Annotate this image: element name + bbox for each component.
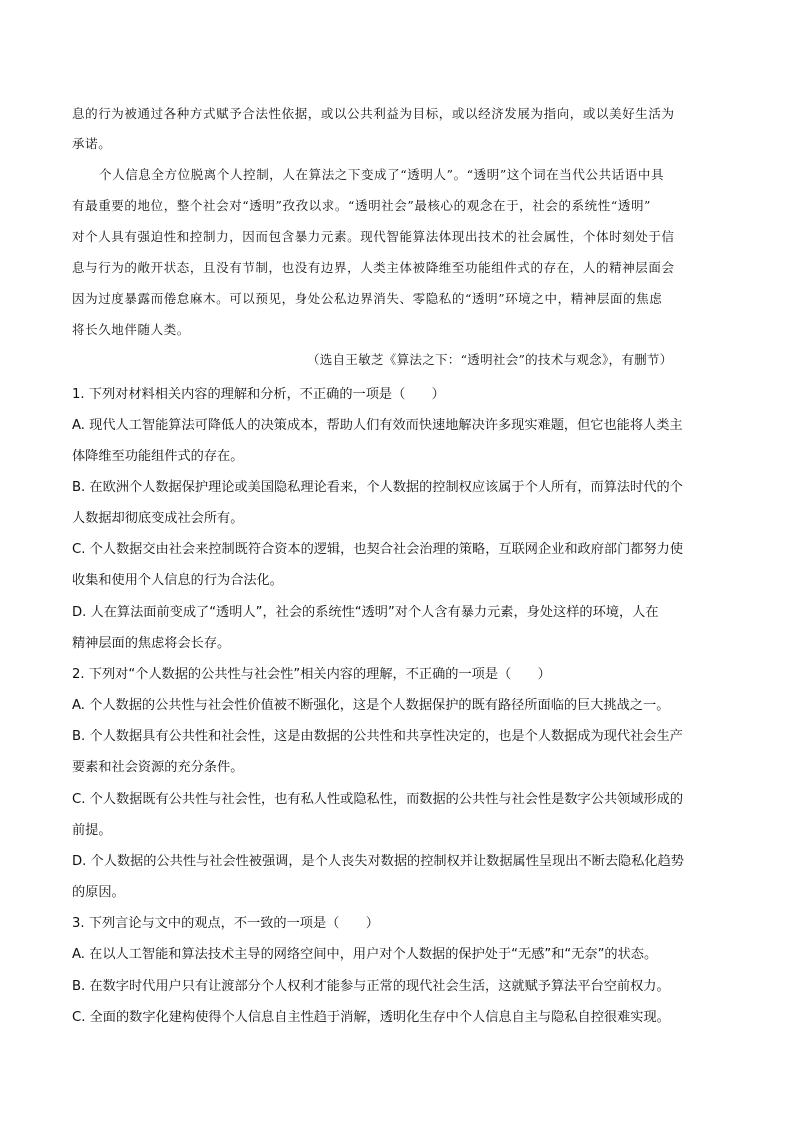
option-line: D. 人在算法面前变成了“透明人”，社会的系统性“透明”对个人含有暴力元素，身处这样的环境，人在 <box>72 605 659 620</box>
passage-line: 个人信息全方位脱离个人控制，人在算法之下变成了“透明人”。“透明”这个词在当代公共话语中具 <box>99 167 665 182</box>
passage-line: 对个人具有强迫性和控制力，因而包含暴力元素。现代智能算法体现出技术的社会属性，个体时刻处于信 <box>72 229 675 244</box>
passage-line: 将长久地伴随人类。 <box>72 322 190 337</box>
option-line: A. 个人数据的公共性与社会性价值被不断强化，这是个人数据保护的既有路径所面临的巨大挑战之一。 <box>72 698 670 713</box>
option-line: 体降维至功能组件式的存在。 <box>72 449 244 464</box>
question-stem: 1. 下列对材料相关内容的理解和分析，不正确的一项是（ ） <box>72 387 445 402</box>
option-line: C. 个人数据既有公共性与社会性，也有私人性或隐私性，而数据的公共性与社会性是数字公共领域形成的 <box>72 792 684 807</box>
passage-line: 息与行为的敞开状态，且没有节制，也没有边界，人类主体被降维至功能组件式的存在，人的精神层面会 <box>72 260 675 275</box>
passage-line: 息的行为被通过各种方式赋予合法性依据，或以公共利益为目标，或以经济发展为指向，或以美好生活为 <box>72 106 675 121</box>
option-line: 精神层面的焦虑将会长存。 <box>72 636 231 651</box>
option-line: D. 个人数据的公共性与社会性被强调，是个人丧失对数据的控制权并让数据属性呈现出不断去隐私化趋势 <box>72 854 684 869</box>
option-line: 人数据却彻底变成社会所有。 <box>72 511 244 526</box>
option-line: 前提。 <box>72 823 112 838</box>
option-line: B. 个人数据具有公共性和社会性，这是由数据的公共性和共享性决定的，也是个人数据成为现代社会生产 <box>72 729 683 744</box>
passage-line: 承诺。 <box>72 136 112 151</box>
option-line: 的原因。 <box>72 885 125 900</box>
option-line: 要素和社会资源的充分条件。 <box>72 760 244 775</box>
passage-line: 因为过度暴露而倦怠麻木。可以预见，身处公私边界消失、零隐私的“透明”环境之中，精神层面的焦虑 <box>72 291 663 306</box>
option-line: A. 在以人工智能和算法技术主导的网络空间中，用户对个人数据的保护处于“无感”和“无奈”的状态。 <box>72 947 658 962</box>
option-line: A. 现代人工智能算法可降低人的决策成本，帮助人们有效而快速地解决许多现实难题，但它也能将人类主 <box>72 418 683 433</box>
option-line: B. 在欧洲个人数据保护理论或美国隐私理论看来，个人数据的控制权应该属于个人所有，而算法时代的个 <box>72 480 683 495</box>
option-line: 收集和使用个人信息的行为合法化。 <box>72 573 283 588</box>
option-line: B. 在数字时代用户只有让渡部分个人权利才能参与正常的现代社会生活，这就赋予算法平台空前权力。 <box>72 979 670 994</box>
passage-source: （选自王敏芝《算法之下：“透明社会”的技术与观念》，有删节） <box>307 352 673 367</box>
passage-line: 有最重要的地位，整个社会对“透明”孜孜以求。“透明社会”最核心的观念在于，社会的系统性“透明” <box>72 198 652 213</box>
question-stem: 2. 下列对“个人数据的公共性与社会性”相关内容的理解，不正确的一项是（ ） <box>72 667 551 682</box>
question-stem: 3. 下列言论与文中的观点，不一致的一项是（ ） <box>72 916 379 931</box>
option-line: C. 全面的数字化建构使得个人信息自主性趋于消解，透明化生存中个人信息自主与隐私自控很难实现。 <box>72 1010 670 1025</box>
option-line: C. 个人数据交由社会来控制既符合资本的逻辑，也契合社会治理的策略，互联网企业和政府部门都努力使 <box>72 542 684 557</box>
